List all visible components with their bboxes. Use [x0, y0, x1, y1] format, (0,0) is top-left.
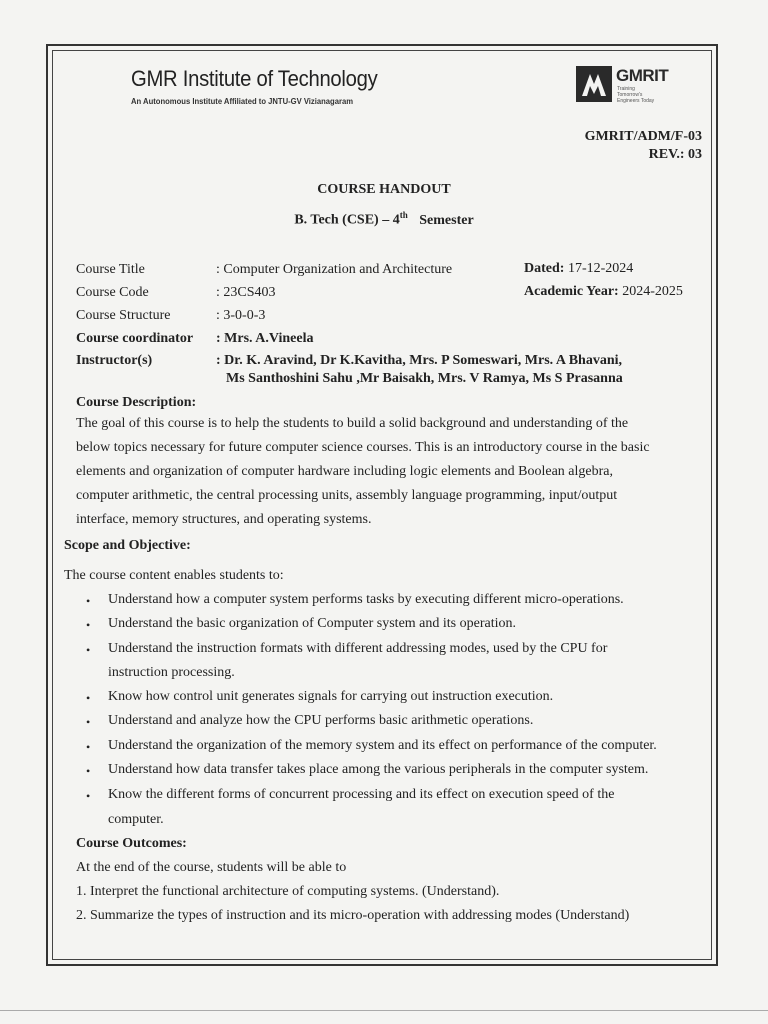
institute-name: GMR Institute of Technology: [131, 66, 378, 91]
description-line: interface, memory structures, and operating systems.: [76, 512, 372, 527]
scope-item: Understand the basic organization of Computer system and its operation.: [108, 616, 516, 631]
description-line: The goal of this course is to help the students to build a solid background and understanding of the: [76, 416, 629, 431]
bullet-icon: •: [86, 594, 91, 608]
course-title-value: : Computer Organization and Architecture: [216, 262, 453, 277]
scope-intro: The course content enables students to:: [64, 568, 284, 583]
academic-year-line: [524, 284, 683, 300]
scope-item: Understand and analyze how the CPU performs basic arithmetic operations.: [108, 713, 534, 728]
outcome-item: 1. Interpret the functional architecture of computing systems. (Understand).: [76, 884, 500, 899]
outcomes-heading: Course Outcomes:: [76, 836, 187, 851]
bullet-icon: •: [86, 715, 91, 729]
scope-item-continued: instruction processing.: [108, 665, 235, 680]
coordinator-value: : Mrs. A.Vineela: [216, 331, 314, 346]
document-reference: [585, 128, 702, 164]
scope-item: Understand how a computer system performs tasks by executing different micro-operations.: [108, 592, 624, 607]
scope-item: Know the different forms of concurrent processing and its effect on execution speed of the: [108, 787, 615, 802]
dated-label: Dated:: [524, 261, 565, 276]
description-line: computer arithmetic, the central processing units, assembly language programming, input/output: [76, 488, 618, 503]
bullet-icon: •: [86, 764, 91, 778]
bullet-icon: •: [86, 789, 91, 803]
scope-item: Understand how data transfer takes place among the various peripherals in the computer system.: [108, 762, 649, 777]
instructor-label: Instructor(s): [76, 353, 153, 368]
outcome-item: 2. Summarize the types of instruction and its micro-operation with addressing modes (Understand): [76, 908, 630, 923]
revision: REV.: 03: [648, 147, 702, 162]
course-code-value: : 23CS403: [216, 285, 276, 300]
scope-item: Understand the instruction formats with different addressing modes, used by the CPU for: [108, 641, 608, 656]
dated-line: [524, 261, 633, 277]
logo-tagline: Training Tomorrow's Engineers Today: [617, 86, 655, 104]
instructor-line-1: : Dr. K. Aravind, Dr K.Kavitha, Mrs. P Someswari, Mrs. A Bhavani,: [216, 353, 623, 368]
doc-code: GMRIT/ADM/F-03: [584, 129, 702, 144]
course-title-label: Course Title: [76, 262, 145, 277]
bullet-icon: •: [86, 618, 91, 632]
logo-mark-icon: [576, 66, 612, 102]
scope-item: Understand the organization of the memory system and its effect on performance of the computer.: [108, 738, 657, 753]
program-suffix: Semester: [419, 212, 474, 228]
outcomes-intro: At the end of the course, students will be able to: [76, 860, 347, 875]
program-superscript: th: [399, 210, 408, 220]
course-code-label: Course Code: [76, 285, 149, 300]
academic-year-value: 2024-2025: [622, 284, 683, 299]
bullet-icon: •: [86, 691, 91, 705]
academic-year-label: Academic Year:: [524, 284, 619, 299]
instructor-line-2: Ms Santhoshini Sahu ,Mr Baisakh, Mrs. V Ramya, Ms S Prasanna: [226, 371, 623, 386]
program-text: B. Tech (CSE) – 4: [294, 212, 400, 228]
scope-item: Know how control unit generates signals for carrying out instruction execution.: [108, 689, 554, 704]
description-line: elements and organization of computer hardware including logic elements and Boolean algebra,: [76, 464, 613, 479]
bullet-icon: •: [86, 740, 91, 754]
logo-text: GMRIT: [616, 66, 669, 85]
coordinator-label: Course coordinator: [76, 331, 194, 346]
program-line: [0, 210, 768, 229]
bullet-icon: •: [86, 643, 91, 657]
course-structure-label: Course Structure: [76, 308, 171, 323]
description-heading: Course Description:: [76, 395, 197, 410]
description-line: below topics necessary for future computer science courses. This is an introductory course in the basic: [76, 440, 650, 455]
scope-heading: Scope and Objective:: [64, 538, 191, 553]
course-structure-value: : 3-0-0-3: [216, 308, 266, 323]
page-edge-line: [0, 1010, 768, 1011]
dated-value: 17-12-2024: [567, 261, 634, 276]
institute-subtitle: An Autonomous Institute Affiliated to JNTU-GV Vizianagaram: [131, 96, 354, 106]
scope-item-continued: computer.: [108, 812, 164, 827]
handout-heading: COURSE HANDOUT: [317, 182, 451, 197]
